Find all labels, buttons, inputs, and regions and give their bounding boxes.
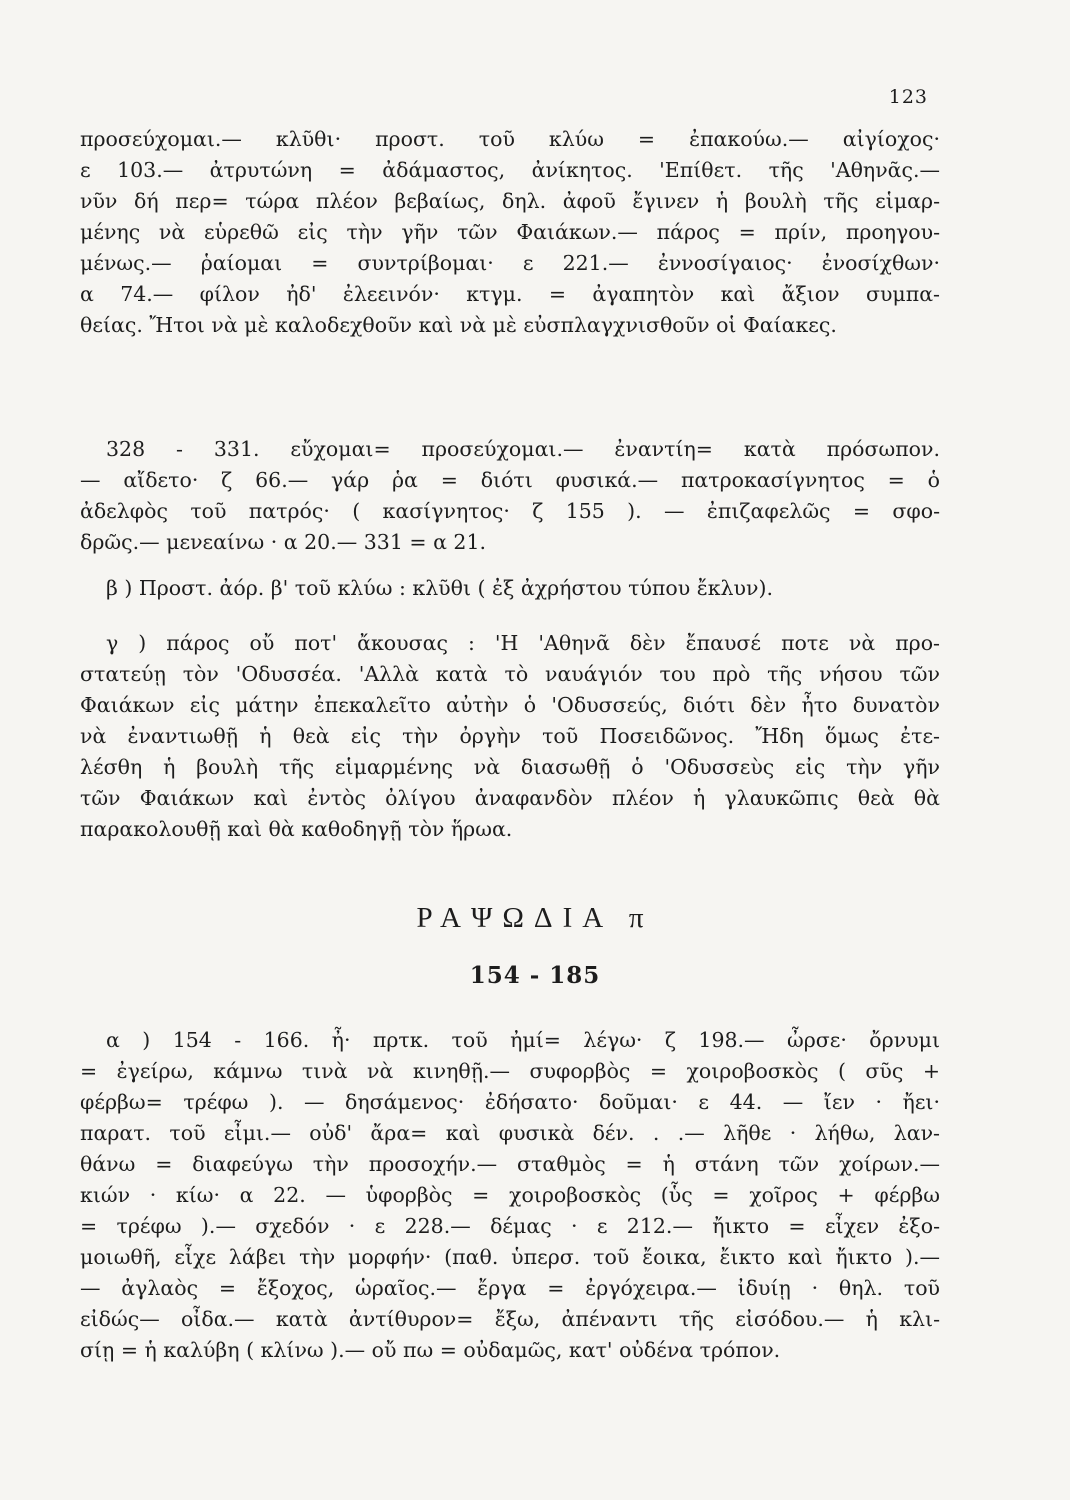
rhapsody-title: ΡΑΨΩΔΙΑ π xyxy=(416,902,654,934)
text-line: στατεύῃ τὸν 'Οδυσσέα. 'Αλλὰ κατὰ τὸ ναυάγιόν του πρὸ τῆς νήσου τῶν xyxy=(80,662,940,686)
text-line: β ) Προστ. ἀόρ. β' τοῦ κλύω : κλῦθι ( ἐξ ἀχρήστου τύπου ἔκλυν). xyxy=(106,576,773,600)
text-line: μένως.— ῥαίομαι = συντρίβομαι· ε 221.— ἐννοσίγαιος· ἐνοσίχθων· xyxy=(80,251,940,275)
text-line: τῶν Φαιάκων καὶ ἐντὸς ὀλίγου ἀναφανδὸν πλέον ἡ γλαυκῶπις θεὰ θὰ xyxy=(80,786,940,810)
text-line: παρατ. τοῦ εἶμι.— οὐδ' ἄρα= καὶ φυσικὰ δέν. . .— λῆθε · λήθω, λαν- xyxy=(80,1121,940,1145)
text-line: = ἐγείρω, κάμνω τινὰ νὰ κινηθῇ.— συφορβὸς = χοιροβοσκὸς ( σῦς + xyxy=(80,1059,940,1083)
text-line: 328 - 331. εὔχομαι= προσεύχομαι.— ἐναντίη= κατὰ πρόσωπον. xyxy=(106,437,940,461)
text-line: Φαιάκων εἰς μάτην ἐπεκαλεῖτο αὐτὴν ὁ 'Οδυσσεύς, διότι δὲν ἦτο δυνατὸν xyxy=(80,693,940,717)
text-line: παρακολουθῇ καὶ θὰ καθοδηγῇ τὸν ἥρωα. xyxy=(80,817,513,841)
text-line: μοιωθῆ, εἶχε λάβει τὴν μορφήν· (παθ. ὑπερσ. τοῦ ἔοικα, ἔικτο καὶ ἤικτο ).— xyxy=(80,1245,940,1269)
text-line: α ) 154 - 166. ἦ· πρτκ. τοῦ ἠμί= λέγω· ζ 198.— ὦρσε· ὄρνυμι xyxy=(106,1028,940,1052)
commentary-paragraph-4 xyxy=(80,628,940,845)
text-line: θείας. Ἤτοι νὰ μὲ καλοδεχθοῦν καὶ νὰ μὲ εὐσπλαγχνισθοῦν οἱ Φαίακες. xyxy=(80,313,837,337)
text-line: κιών · κίω· α 22. — ὑφορβὸς = χοιροβοσκὸς (ὗς = χοῖρος + φέρβω xyxy=(80,1183,940,1207)
text-line: εἰδώς— οἶδα.— κατὰ ἀντίθυρον= ἔξω, ἀπέναντι τῆς εἰσόδου.— ἡ κλι- xyxy=(80,1307,940,1331)
text-line: ε 103.— ἀτρυτώνη = ἀδάμαστος, ἀνίκητος. 'Επίθετ. τῆς 'Αθηνᾶς.— xyxy=(80,158,940,182)
text-line: γ ) πάρος οὔ ποτ' ἄκουσας : 'Η 'Αθηνᾶ δὲν ἔπαυσέ ποτε νὰ προ- xyxy=(106,631,940,655)
commentary-paragraph-1 xyxy=(80,124,940,341)
verse-range: 154 - 185 xyxy=(469,962,601,989)
page-number: 123 xyxy=(888,86,928,108)
text-line: δρῶς.— μενεαίνω · α 20.— 331 = α 21. xyxy=(80,530,487,554)
text-line: — ἀγλαὸς = ἔξοχος, ὡραῖος.— ἔργα = ἐργόχειρα.— ἰδυίῃ · θηλ. τοῦ xyxy=(80,1276,940,1300)
commentary-paragraph-3 xyxy=(80,573,940,604)
text-line: θάνω = διαφεύγω τὴν προσοχήν.— σταθμὸς = ἡ στάνη τῶν χοίρων.— xyxy=(80,1152,940,1176)
text-line: νὰ ἐναντιωθῇ ἡ θεὰ εἰς τὴν ὀργὴν τοῦ Ποσειδῶνος. Ἤδη ὅμως ἐτε- xyxy=(80,724,940,748)
text-line: νῦν δή περ= τώρα πλέον βεβαίως, δηλ. ἀφοῦ ἔγινεν ἡ βουλὴ τῆς εἱμαρ- xyxy=(80,189,940,213)
text-line: = τρέφω ).— σχεδόν · ε 228.— δέμας · ε 212.— ἤικτο = εἶχεν ἐξο- xyxy=(80,1214,940,1238)
commentary-paragraph-2 xyxy=(80,434,940,558)
text-line: — αἴδετο· ζ 66.— γάρ ῥα = διότι φυσικά.— πατροκασίγνητος = ὁ xyxy=(80,468,940,492)
text-line: λέσθη ἡ βουλὴ τῆς εἱμαρμένης νὰ διασωθῇ ὁ 'Οδυσσεὺς εἰς τὴν γῆν xyxy=(80,755,940,779)
text-line: φέρβω= τρέφω ). — δησάμενος· ἐδήσατο· δοῦμαι· ε 44. — ἴεν · ἤει· xyxy=(80,1090,940,1114)
text-line: α 74.— φίλον ἠδ' ἐλεεινόν· κτγμ. = ἀγαπητὸν καὶ ἄξιον συμπα- xyxy=(80,282,940,306)
text-line: προσεύχομαι.— κλῦθι· προστ. τοῦ κλύω = ἐπακούω.— αἰγίοχος· xyxy=(80,127,940,151)
text-line: ἀδελφὸς τοῦ πατρός· ( κασίγνητος· ζ 155 ). — ἐπιζαφελῶς = σφο- xyxy=(80,499,940,523)
text-line: σίῃ = ἡ καλύβη ( κλίνω ).— οὔ πω = οὐδαμῶς, κατ' οὐδένα τρόπον. xyxy=(80,1338,781,1362)
text-line: μένης νὰ εὑρεθῶ εἰς τὴν γῆν τῶν Φαιάκων.— πάρος = πρίν, προηγου- xyxy=(80,220,940,244)
commentary-paragraph-5 xyxy=(80,1025,940,1366)
